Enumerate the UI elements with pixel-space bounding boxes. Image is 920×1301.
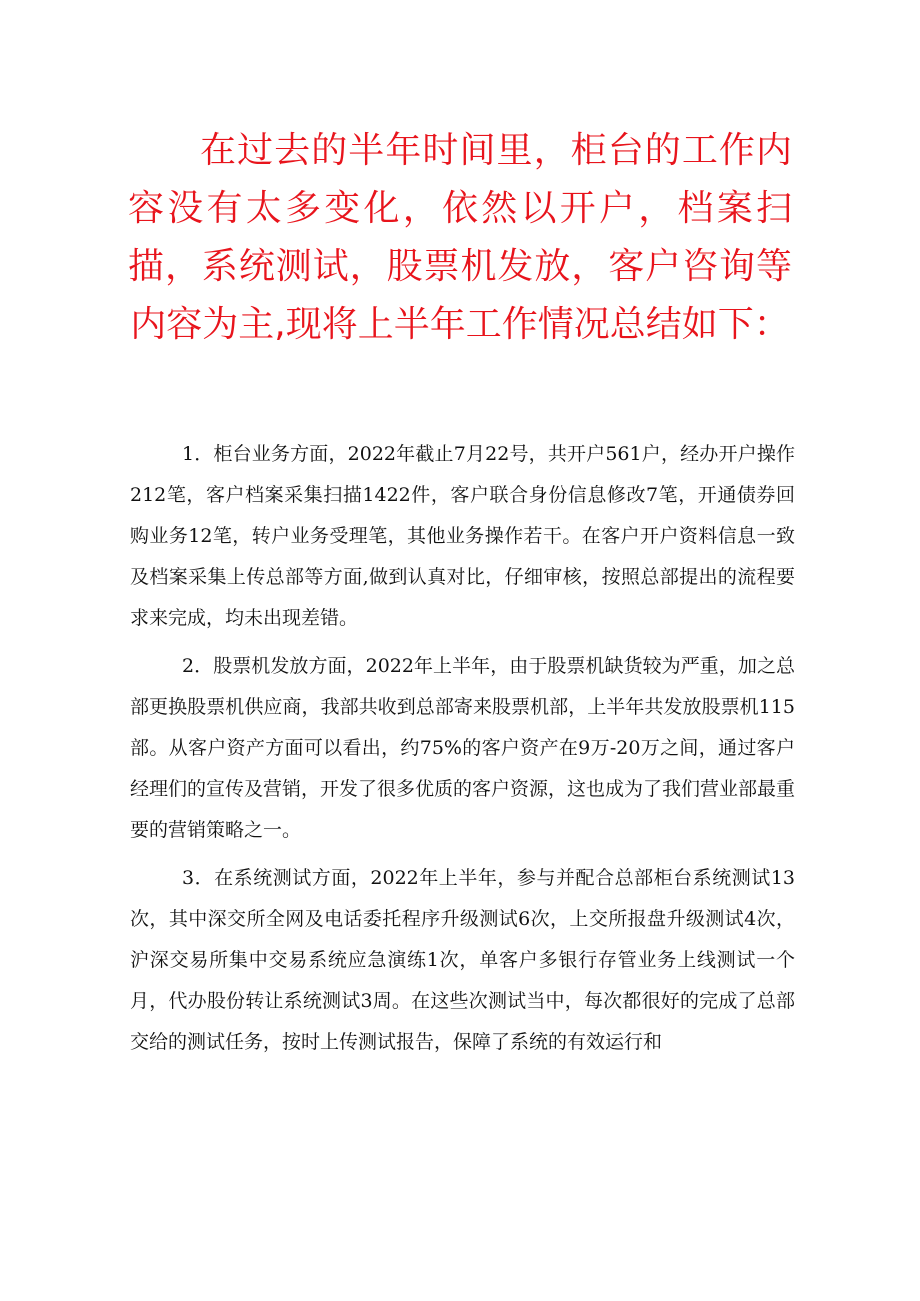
intro-heading: 在过去的半年时间里，柜台的工作内容没有太多变化，依然以开户，档案扫描，系统测试，股票机发放，客户咨询等内容为主,现将上半年工作情况总结如下： <box>128 130 792 345</box>
document-body <box>130 434 795 1070</box>
paragraph-counter-business: 1．柜台业务方面，2022年截止7月22号，共开户561户，经办开户操作212笔，客户档案采集扫描1422件，客户联合身份信息修改7笔，开通债券回购业务12笔，转户业务受理笔，其他业务操作若干。在客户开户资料信息一致及档案采集上传总部等方面,做到认真对比，仔细审核，按照总部提出的流程要求来完成，均未出现差错。 <box>130 443 795 629</box>
paragraph-system-testing: 3．在系统测试方面，2022年上半年，参与并配合总部柜台系统测试13次，其中深交所全网及电话委托程序升级测试6次，上交所报盘升级测试4次，沪深交易所集中交易系统应急演练1次，单客户多银行存管业务上线测试一个月，代办股份转让系统测试3周。在这些次测试当中，每次都很好的完成了总部交给的测试任务，按时上传测试报告，保障了系统的有效运行和 <box>130 867 795 1053</box>
paragraph-stock-machine: 2．股票机发放方面，2022年上半年，由于股票机缺货较为严重，加之总部更换股票机供应商，我部共收到总部寄来股票机部，上半年共发放股票机115部。从客户资产方面可以看出，约75%的客户资产在9万-20万之间，通过客户经理们的宣传及营销，开发了很多优质的客户资源，这也成为了我们营业部最重要的营销策略之一。 <box>130 655 796 841</box>
